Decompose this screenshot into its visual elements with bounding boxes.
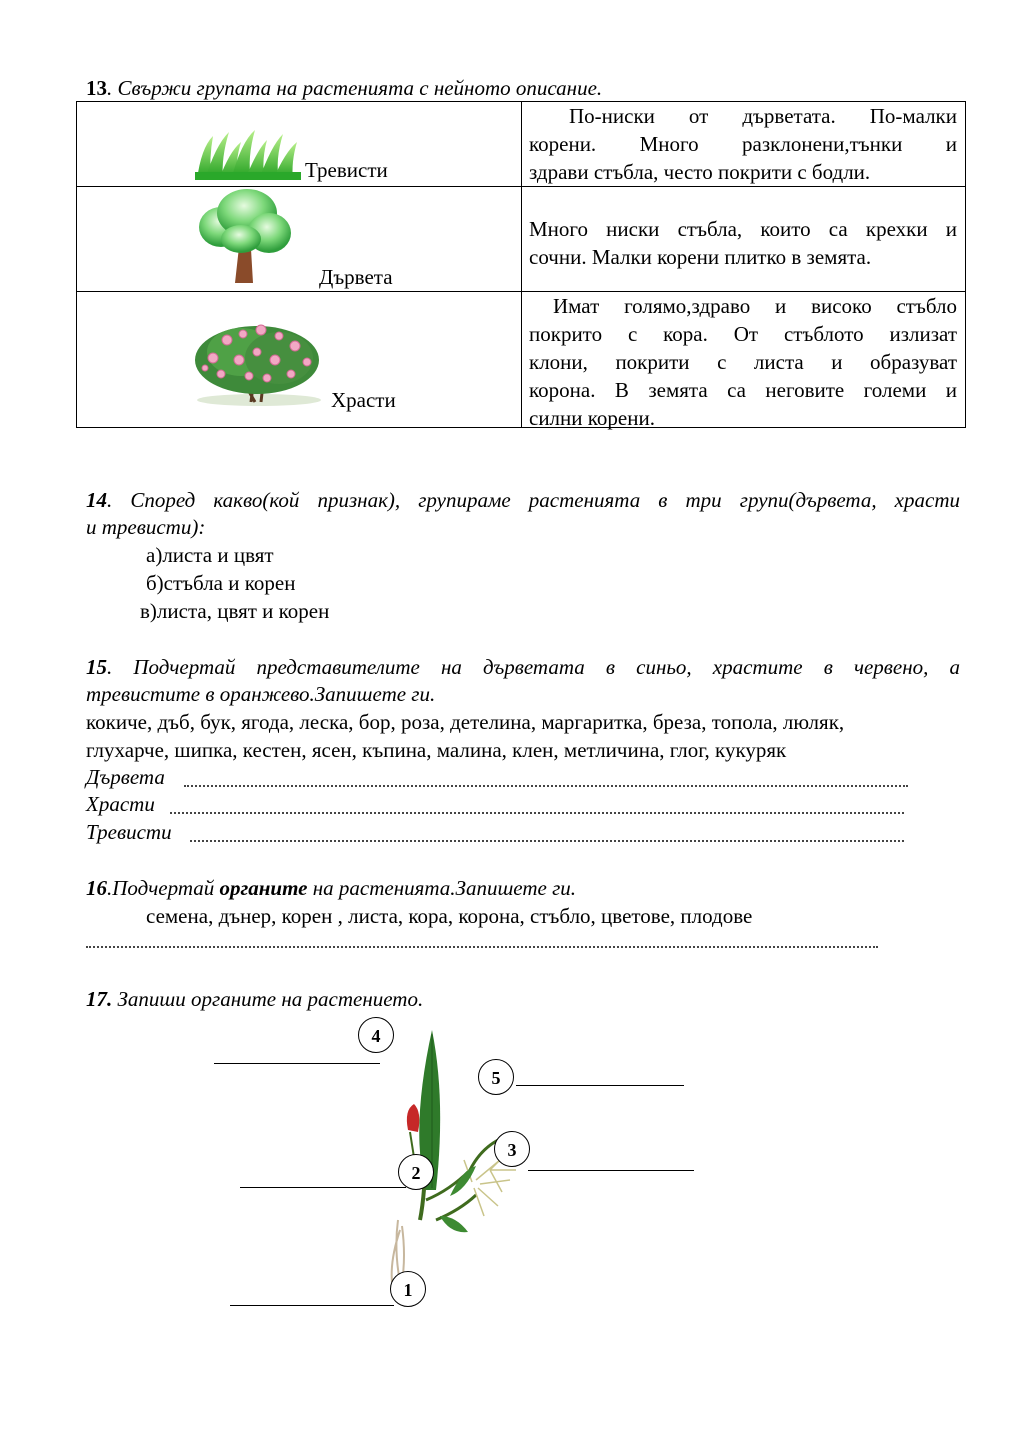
task17-text: Запиши органите на растението. [112,987,424,1011]
description-line: Много ниски стъбла, които са крехки и [529,217,957,241]
description-line: сочни. Малки корени плитко в земята. [529,245,872,269]
answer-blank-5[interactable] [516,1085,684,1086]
marker-3: 3 [494,1131,530,1167]
organ-words: семена, дънер, корен , листа, кора, корона, стъбло, цветове, плодове [146,904,753,928]
answer-option: а)листа и цвят [146,543,274,567]
task15-number: 15 [86,655,107,679]
marker-1: 1 [390,1271,426,1307]
matching-table [76,101,966,428]
answer-blank-2[interactable] [240,1187,406,1188]
marker-4: 4 [358,1017,394,1053]
plant-words-line1: кокиче, дъб, бук, ягода, леска, бор, роза, детелина, маргаритка, бреза, топола, люляк, [86,710,845,734]
task17-heading [86,987,423,1012]
tree-image [195,187,293,285]
task17-number: 17. [86,987,113,1011]
description-cell [529,102,957,186]
description-line: клони, покрити с листа и образуват [529,350,957,374]
description-line: силни корени. [529,406,655,430]
grass-image [195,128,303,180]
blank-label-herbs: Тревисти [86,820,172,844]
answer-blank-trees[interactable] [184,785,908,787]
answer-blank-shrubs[interactable] [170,812,904,814]
description-cell [529,292,957,429]
plant-cell [77,187,521,291]
plant-label: Тревисти [305,158,388,182]
description-line: Имат голямо,здраво и високо стъбло [553,294,957,318]
task13-text: . Свържи групата на растенията с нейното описание. [107,76,603,100]
answer-blank-1[interactable] [230,1305,394,1306]
task13-number: 13 [86,76,107,100]
task16-number: 16 [86,876,107,900]
task16-text-bold: органите [219,876,308,900]
task15-heading [86,655,960,680]
plant-cell [77,292,521,429]
task16-text-post: на растенията.Запишете ги. [307,876,577,900]
answer-blank-3[interactable] [528,1170,694,1171]
plant-cell [77,102,521,186]
blank-label-shrubs: Храсти [86,792,155,816]
task16-text-pre: .Подчертай [107,876,220,900]
task14-text-line2: и тревисти): [86,515,206,539]
task13-heading [86,76,602,101]
table-row [77,187,965,292]
marker-5: 5 [478,1059,514,1095]
task14-text-line1: . Според какво(кой признак), групираме растенията в три групи(дървета, храсти [107,488,960,512]
description-line: покрито с кора. От стъблото излизат [529,322,957,346]
task14-heading [86,488,960,513]
description-line: корени. Много разклонени,тънки и [529,132,957,156]
task14-number: 14 [86,488,107,512]
description-line: корона. В земята са неговите големи и [529,378,957,402]
task15-text-line1: . Подчертай представителите на дърветата в синьо, храстите в червено, а [107,655,960,679]
answer-option: в)листа, цвят и корен [140,599,330,623]
answer-blank-4[interactable] [214,1063,380,1064]
task15-text-line2: тревистите в оранжево.Запишете ги. [86,682,436,706]
table-row [77,102,965,187]
plant-label: Дървета [319,265,393,289]
bush-image [191,316,325,406]
marker-2: 2 [398,1154,434,1190]
description-line: здрави стъбла, често покрити с бодли. [529,160,871,184]
answer-option: б)стъбла и корен [146,571,296,595]
answer-blank-organs[interactable] [86,946,878,948]
blank-label-trees: Дървета [86,765,165,789]
plant-words-line2: глухарче, шипка, кестен, ясен, къпина, малина, клен, метличина, глог, кукуряк [86,738,787,762]
plant-label: Храсти [331,388,396,412]
answer-blank-herbs[interactable] [190,840,904,842]
table-row [77,292,965,429]
description-line: По-ниски от дърветата. По-малки [569,104,957,128]
task16-heading [86,876,576,901]
